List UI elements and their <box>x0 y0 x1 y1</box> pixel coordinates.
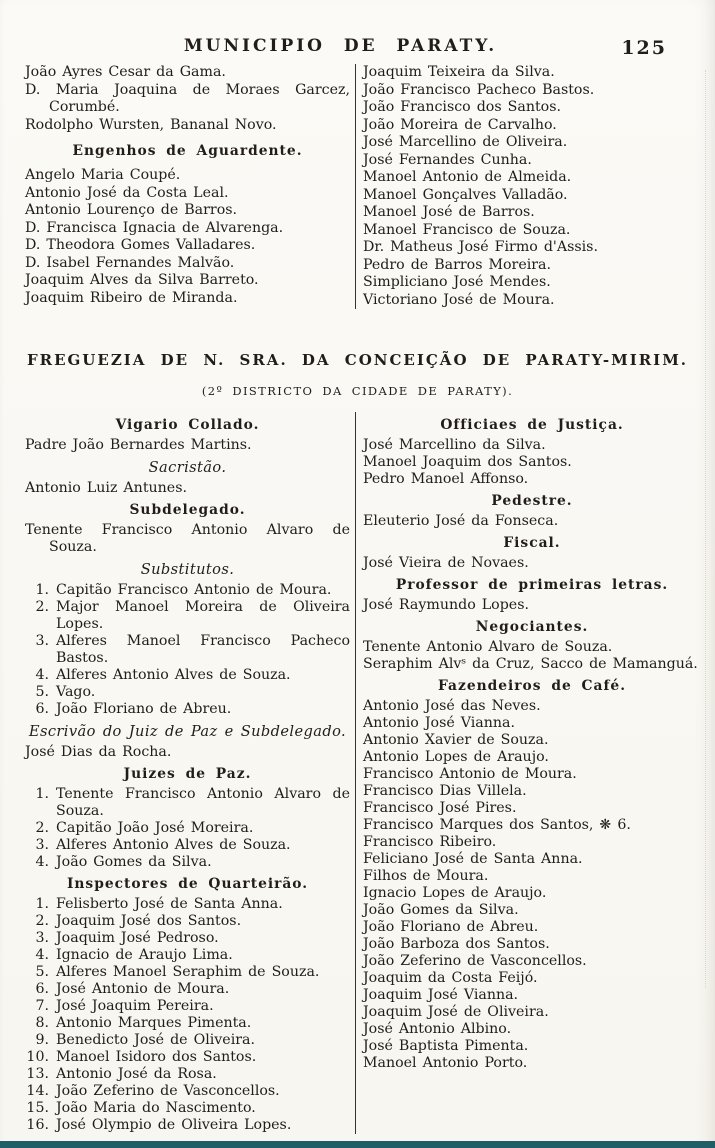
directory-entry: Antonio Luiz Antunes. <box>25 480 187 496</box>
freguezia-subtitle: (2º DISTRICTO DA CIDADE DE PARATY). <box>201 384 514 398</box>
directory-entry: Seraphim Alvˢ da Cruz, Sacco de Mamanguá. <box>363 656 698 672</box>
directory-entry: Francisco Ribeiro. <box>363 834 497 850</box>
entry-number: 1. <box>35 896 49 912</box>
directory-entry: Joaquim José Vianna. <box>363 987 519 1003</box>
directory-entry: Tenente Francisco Antonio Alvaro de Souza. <box>25 522 350 555</box>
directory-entry: Padre João Bernardes Martins. <box>25 437 252 453</box>
directory-entry: Victoriano José de Moura. <box>363 291 555 308</box>
section-heading: Substitutos. <box>140 561 235 578</box>
directory-entry: Joaquim José de Oliveira. <box>363 1004 549 1020</box>
entry-number: 8. <box>35 1015 49 1031</box>
section-heading: Inspectores de Quarteirão. <box>66 876 309 892</box>
directory-entry: João Ayres Cesar da Gama. <box>25 64 226 80</box>
entry-text: João Zeferino de Vasconcellos. <box>56 1083 280 1099</box>
directory-entry: Simpliciano José Mendes. <box>363 274 551 290</box>
entry-text: Joaquim José dos Santos. <box>56 913 242 929</box>
directory-entry: João Francisco dos Santos. <box>363 99 561 115</box>
directory-entry: Rodolpho Wursten, Bananal Novo. <box>25 116 277 133</box>
entry-number: 7. <box>35 998 49 1014</box>
directory-entry <box>25 701 350 718</box>
directory-entry: Ignacio Lopes de Araujo. <box>363 885 547 901</box>
directory-entry: D. Theodora Gomes Valladares. <box>25 237 256 253</box>
entry-text: Vago. <box>56 684 96 700</box>
directory-entry <box>25 599 350 633</box>
directory-entry: Antonio Xavier de Souza. <box>363 732 549 748</box>
directory-entry: Manoel Gonçalves Valladão. <box>363 186 568 203</box>
directory-entry <box>25 1015 350 1032</box>
section-heading: Vigario Collado. <box>115 417 260 433</box>
entry-number: 3. <box>35 837 49 853</box>
top-right-entries-list <box>363 64 701 309</box>
directory-entry <box>25 947 350 964</box>
page-header <box>0 36 715 62</box>
directory-entry: Manoel Antonio Porto. <box>363 1055 528 1071</box>
entry-text: José Joaquim Pereira. <box>56 998 214 1014</box>
directory-entry: José Vieira de Novaes. <box>363 555 529 571</box>
entry-number: 15. <box>26 1100 49 1116</box>
directory-entry <box>25 981 350 998</box>
entry-number: 4. <box>35 667 49 683</box>
directory-entry: Dr. Matheus José Firmo d'Assis. <box>363 239 598 255</box>
entry-text: Alferes Antonio Alves de Souza. <box>56 837 291 853</box>
section-heading: Officiaes de Justiça. <box>440 417 624 433</box>
entry-number: 4. <box>35 854 49 870</box>
directory-entry <box>25 1032 350 1049</box>
entry-number: 14. <box>26 1083 49 1099</box>
section-heading: Professor de primeiras letras. <box>395 577 669 593</box>
directory-entry: D. Maria Joaquina de Moraes Garcez, Corumbé. <box>25 81 350 115</box>
entry-number: 9. <box>35 1032 49 1048</box>
directory-entry: Joaquim Teixeira da Silva. <box>363 64 555 80</box>
directory-entry <box>25 930 350 947</box>
entry-text: Joaquim José Pedroso. <box>56 930 219 946</box>
entry-text: Tenente Francisco Antonio Alvaro de Souza. <box>56 786 350 819</box>
entry-text: Alferes Manoel Seraphim de Souza. <box>56 964 320 980</box>
directory-entry <box>25 896 350 913</box>
directory-entry: Joaquim Ribeiro de Miranda. <box>25 289 238 306</box>
entry-text: Antonio José da Rosa. <box>56 1066 217 1082</box>
directory-entry: D. Isabel Fernandes Malvão. <box>25 254 235 271</box>
entry-number: 3. <box>35 633 49 649</box>
directory-entry: Feliciano José de Santa Anna. <box>363 851 583 867</box>
directory-entry: Antonio Lourenço de Barros. <box>25 202 238 218</box>
entry-number: 1. <box>35 582 49 598</box>
directory-entry: José Baptista Pimenta. <box>363 1038 529 1054</box>
directory-entry <box>25 1117 350 1134</box>
section-heading: Escrivão do Juiz de Paz e Subdelegado. <box>28 723 347 740</box>
freguezia-left-column <box>25 412 355 1134</box>
entry-number: 5. <box>35 964 49 980</box>
lead-entries-list <box>25 64 350 134</box>
directory-entry: João Moreira de Carvalho. <box>363 116 557 133</box>
directory-entry: Tenente Antonio Alvaro de Souza. <box>363 639 613 655</box>
entry-number: 4. <box>35 947 49 963</box>
freguezia-section <box>25 412 701 1134</box>
directory-entry <box>25 667 350 684</box>
entry-text: João Floriano de Abreu. <box>56 701 232 717</box>
entry-number: 5. <box>35 684 49 700</box>
directory-entry: João Barboza dos Santos. <box>363 936 550 952</box>
entry-number: 16. <box>26 1117 49 1133</box>
page-number: 125 <box>621 37 667 59</box>
directory-entry <box>25 1100 350 1117</box>
scan-edge-bar <box>0 1141 715 1148</box>
directory-entry: José Fernandes Cunha. <box>363 151 532 168</box>
directory-entry: Antonio José da Costa Leal. <box>25 184 229 201</box>
directory-entry: João Floriano de Abreu. <box>363 919 539 935</box>
section-heading-engenhos: Engenhos de Aguardente. <box>72 143 303 159</box>
directory-entry <box>25 1066 350 1083</box>
section-heading: Juizes de Paz. <box>123 766 252 782</box>
entry-number: 2. <box>35 913 49 929</box>
directory-entry <box>25 633 350 667</box>
entry-text: Major Manoel Moreira de Oliveira Lopes. <box>56 599 350 632</box>
section-heading: Fiscal. <box>503 535 561 551</box>
directory-entry: D. Francisca Ignacia de Alvarenga. <box>25 219 284 236</box>
entry-number: 6. <box>35 981 49 997</box>
directory-entry: José Antonio Albino. <box>363 1021 512 1037</box>
directory-entry: Antonio José Vianna. <box>363 715 516 731</box>
directory-entry <box>25 913 350 930</box>
entry-text: Capitão Francisco Antonio de Moura. <box>56 582 332 598</box>
directory-entry <box>25 820 350 837</box>
directory-entry: Antonio José das Neves. <box>363 698 541 714</box>
entry-number: 2. <box>35 820 49 836</box>
directory-entry: Filhos de Moura. <box>363 868 489 884</box>
entry-number: 13. <box>26 1066 49 1082</box>
directory-entry: Manoel José de Barros. <box>363 204 535 220</box>
directory-entry: João Gomes da Silva. <box>363 902 519 918</box>
section-heading: Negociantes. <box>475 619 589 635</box>
directory-entry: João Zeferino de Vasconcellos. <box>363 953 587 969</box>
directory-entry <box>25 998 350 1015</box>
entry-number: 6. <box>35 701 49 717</box>
directory-entry: Francisco José Pires. <box>363 800 517 816</box>
entry-text: Antonio Marques Pimenta. <box>56 1015 252 1031</box>
entry-text: João Maria do Nascimento. <box>56 1100 256 1116</box>
directory-entry: Antonio Lopes de Araujo. <box>363 749 549 765</box>
directory-entry: Francisco Marques dos Santos, ❋ 6. <box>363 817 631 833</box>
entry-number: 2. <box>35 599 49 615</box>
directory-entry: Eleuterio José da Fonseca. <box>363 513 559 529</box>
entry-text: Capitão João José Moreira. <box>56 820 254 836</box>
entry-text: João Gomes da Silva. <box>56 854 212 870</box>
directory-entry: José Dias da Rocha. <box>25 744 172 760</box>
directory-entry: José Marcellino da Silva. <box>363 437 546 453</box>
directory-entry: Manoel Francisco de Souza. <box>363 221 571 238</box>
entry-text: Manoel Isidoro dos Santos. <box>56 1049 257 1065</box>
directory-entry <box>25 854 350 871</box>
directory-entry: Joaquim da Costa Feijó. <box>363 970 538 986</box>
top-left-column <box>25 64 355 309</box>
entry-text: José Antonio de Moura. <box>56 981 230 997</box>
directory-entry: Francisco Dias Villela. <box>363 783 527 799</box>
engenhos-entries-list <box>25 167 350 307</box>
directory-entry: Manoel Antonio de Almeida. <box>363 169 572 185</box>
directory-entry: José Marcellino de Oliveira. <box>363 134 568 150</box>
freguezia-title: FREGUEZIA DE N. SRA. DA CONCEIÇÃO DE PARATY-MIRIM. <box>26 351 689 369</box>
entry-text: José Olympio de Oliveira Lopes. <box>56 1117 292 1133</box>
directory-entry <box>25 1083 350 1100</box>
directory-entry: Francisco Antonio de Moura. <box>363 766 577 782</box>
entry-text: Alferes Manoel Francisco Pacheco Bastos. <box>56 633 350 666</box>
directory-entry: Pedro Manoel Affonso. <box>363 471 529 487</box>
section-heading: Pedestre. <box>491 493 573 509</box>
top-right-column <box>355 64 701 309</box>
directory-entry <box>25 786 350 820</box>
entry-number: 3. <box>35 930 49 946</box>
entry-text: Alferes Antonio Alves de Souza. <box>56 667 291 683</box>
directory-entry <box>25 1049 350 1066</box>
entry-text: Ignacio de Araujo Lima. <box>56 947 233 963</box>
entry-text: Felisberto José de Santa Anna. <box>56 896 283 912</box>
directory-entry: Joaquim Alves da Silva Barreto. <box>25 272 259 288</box>
entry-text: Benedicto José de Oliveira. <box>56 1032 255 1048</box>
directory-entry <box>25 837 350 854</box>
top-section <box>25 64 701 309</box>
directory-entry: Pedro de Barros Moreira. <box>363 256 552 273</box>
section-heading: Fazendeiros de Café. <box>438 678 626 694</box>
directory-entry: Manoel Joaquim dos Santos. <box>363 454 572 470</box>
directory-entry <box>25 964 350 981</box>
freguezia-right-column <box>355 412 701 1134</box>
directory-entry: João Francisco Pacheco Bastos. <box>363 81 595 98</box>
directory-entry <box>25 684 350 701</box>
directory-entry <box>25 582 350 599</box>
directory-entry: José Raymundo Lopes. <box>363 597 529 613</box>
section-heading: Sacristão. <box>148 459 227 476</box>
entry-number: 10. <box>26 1049 49 1065</box>
directory-entry: Angelo Maria Coupé. <box>25 167 181 183</box>
entry-number: 1. <box>35 786 49 802</box>
section-heading: Subdelegado. <box>129 502 246 518</box>
page-title: MUNICIPIO DE PARATY. <box>183 36 498 56</box>
